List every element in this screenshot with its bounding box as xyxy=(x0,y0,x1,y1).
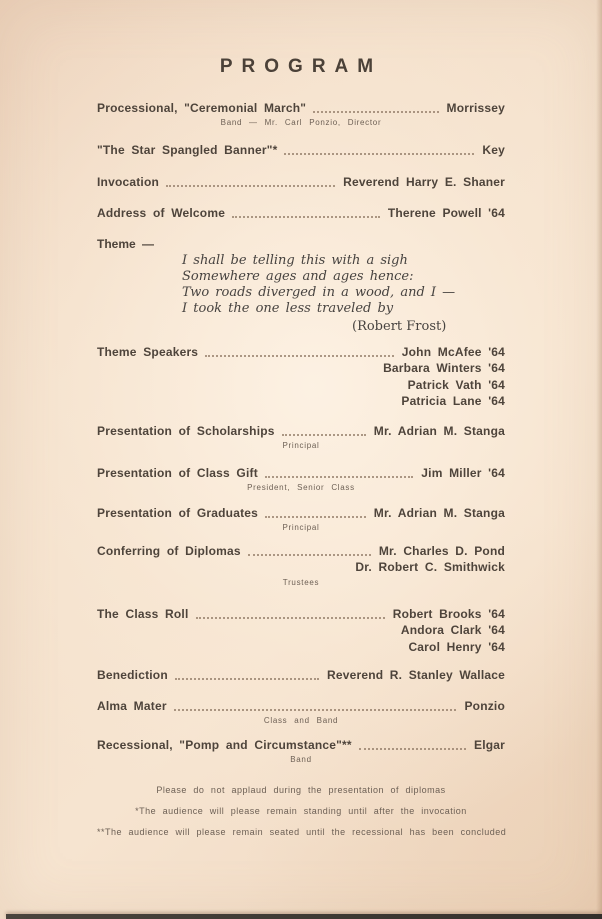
row-value: Ponzio xyxy=(464,699,505,713)
theme-poem xyxy=(182,253,505,335)
row-label: Theme Speakers xyxy=(97,345,199,359)
row-value: Robert Brooks '64 xyxy=(392,607,505,621)
row-subtitle: Trustees xyxy=(282,577,320,587)
scan-bottom-edge xyxy=(6,914,602,919)
footnotes xyxy=(97,784,505,847)
row-label: Benediction xyxy=(97,668,168,682)
dotted-leader xyxy=(282,434,366,436)
row-value: Dr. Robert C. Smithwick xyxy=(355,560,505,574)
program-row xyxy=(97,101,505,127)
row-label: "The Star Spangled Banner"* xyxy=(97,143,278,157)
footnote: **The audience will please remain seated until the recessional has been concluded xyxy=(97,827,507,837)
row-value: Morrissey xyxy=(446,101,505,115)
row-value: Mr. Adrian M. Stanga xyxy=(373,506,505,520)
dotted-leader xyxy=(284,153,474,155)
row-label: Address of Welcome xyxy=(97,206,226,220)
row-value: Patricia Lane '64 xyxy=(401,394,505,408)
program-row xyxy=(97,466,505,492)
row-value: Mr. Adrian M. Stanga xyxy=(373,424,505,438)
row-subtitle: Principal xyxy=(282,441,320,450)
row-value: Barbara Winters '64 xyxy=(383,361,505,375)
program-row xyxy=(97,544,505,587)
dotted-leader xyxy=(313,111,438,113)
row-label: Processional, "Ceremonial March" xyxy=(97,101,307,115)
dotted-leader xyxy=(174,709,457,711)
page-edge-shadow xyxy=(596,0,602,919)
row-label: Invocation xyxy=(97,175,160,189)
program-row xyxy=(97,699,505,725)
dotted-leader xyxy=(166,185,335,187)
program-row xyxy=(97,206,505,221)
row-subtitle: President, Senior Class xyxy=(247,483,355,492)
poem-line: Somewhere ages and ages hence: xyxy=(182,269,414,284)
poem-line: I took the one less traveled by xyxy=(182,301,394,316)
row-label: The Class Roll xyxy=(97,607,189,621)
row-label: Presentation of Graduates xyxy=(97,506,259,520)
row-value: John McAfee '64 xyxy=(401,345,505,359)
program-row xyxy=(97,738,505,764)
row-value: Patrick Vath '64 xyxy=(407,377,505,392)
row-value: Andora Clark '64 xyxy=(400,623,505,637)
theme-label: Theme — xyxy=(97,237,155,251)
row-value: Key xyxy=(482,143,505,157)
dotted-leader xyxy=(265,476,413,478)
dotted-leader xyxy=(248,554,371,556)
dotted-leader xyxy=(232,216,380,218)
dotted-leader xyxy=(205,355,394,357)
row-value: Mr. Charles D. Pond xyxy=(378,544,505,558)
footnote: *The audience will please remain standing until after the invocation xyxy=(135,806,467,816)
row-label: Presentation of Class Gift xyxy=(97,466,258,480)
theme-section xyxy=(97,237,505,252)
row-subtitle: Class and Band xyxy=(263,716,339,725)
poem-line: Two roads diverged in a wood, and I — xyxy=(182,285,456,300)
dotted-leader xyxy=(175,678,319,680)
row-value: Elgar xyxy=(473,738,505,752)
footnote: Please do not applaud during the presentation of diplomas xyxy=(156,785,446,795)
dotted-leader xyxy=(265,516,366,518)
row-subtitle: Band — Mr. Carl Ponzio, Director xyxy=(220,118,382,127)
program-row xyxy=(97,607,505,655)
program-row xyxy=(97,424,505,450)
program-row xyxy=(97,506,505,532)
poem-line: I shall be telling this with a sigh xyxy=(182,253,408,268)
row-value: Reverend Harry E. Shaner xyxy=(343,175,505,189)
dotted-leader xyxy=(196,617,385,619)
page-title: PROGRAM xyxy=(219,56,383,77)
program-row xyxy=(97,345,505,410)
row-label: Presentation of Scholarships xyxy=(97,424,275,438)
program-row xyxy=(97,175,505,190)
row-value: Therene Powell '64 xyxy=(387,206,505,220)
row-value: Reverend R. Stanley Wallace xyxy=(326,668,505,682)
row-value: Carol Henry '64 xyxy=(408,639,505,654)
row-label: Recessional, "Pomp and Circumstance"** xyxy=(97,738,352,752)
poem-attribution: (Robert Frost) xyxy=(352,319,447,334)
row-label: Conferring of Diplomas xyxy=(97,544,241,558)
row-value: Jim Miller '64 xyxy=(421,466,505,480)
program-row xyxy=(97,668,505,683)
dotted-leader xyxy=(359,748,466,750)
row-subtitle: Band xyxy=(290,755,312,764)
row-subtitle: Principal xyxy=(282,523,320,532)
row-label: Alma Mater xyxy=(97,699,167,713)
program-row xyxy=(97,143,505,158)
